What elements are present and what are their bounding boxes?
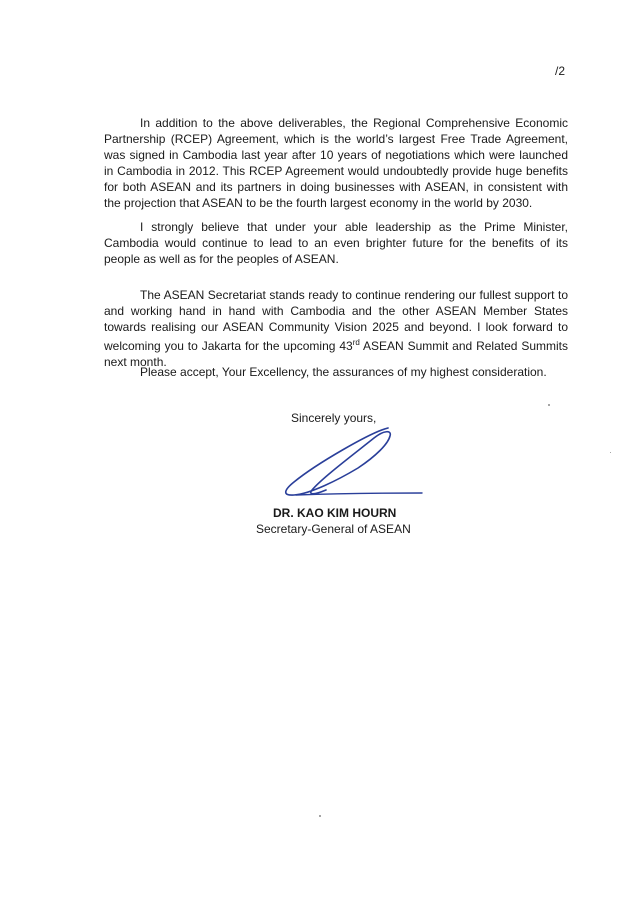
handwritten-signature — [276, 422, 426, 502]
closing-salutation: Sincerely yours, — [291, 411, 377, 425]
paragraph-secretariat-text-end: ASEAN Summit and Related Summits next month. — [104, 339, 568, 369]
paragraph-secretariat-text: The ASEAN Secretariat stands ready to continue rendering our fullest support to and working hand in hand with Cambodia and the other ASEAN Member States towards realising our ASEAN Community Vision 2025 and beyond. I look forward to welcoming you to Jakarta for the upcoming 43 — [104, 288, 568, 353]
scan-speck — [548, 404, 550, 406]
paragraph-rcep: In addition to the above deliverables, the Regional Comprehensive Economic Partnership (RCEP) Agreement, which is the world’s largest Free Trade Agreement, was signed in Cambodia last year after 10 years of negotiations which were launched in Cambodia in 2012. This RCEP Agreement would undoubtedly provide huge benefits for both ASEAN and its partners in doing businesses with ASEAN, in consistent with the projection that ASEAN to be the fourth largest economy in the world by 2030. — [104, 116, 568, 210]
page-number: /2 — [555, 64, 566, 78]
ordinal-suffix: rd — [352, 338, 360, 347]
paragraph-secretariat-support — [104, 287, 568, 370]
scan-speck — [610, 452, 611, 453]
signer-title: Secretary-General of ASEAN — [256, 522, 411, 536]
paragraph-leadership: I strongly believe that under your able leadership as the Prime Minister, Cambodia would continue to lead to an even brighter future for the benefits of its people as well as for the peoples of ASEAN. — [104, 220, 568, 266]
scan-speck — [319, 815, 321, 817]
paragraph-closing-courtesy: Please accept, Your Excellency, the assurances of my highest consideration. — [140, 365, 547, 379]
signer-name: DR. KAO KIM HOURN — [273, 506, 397, 520]
